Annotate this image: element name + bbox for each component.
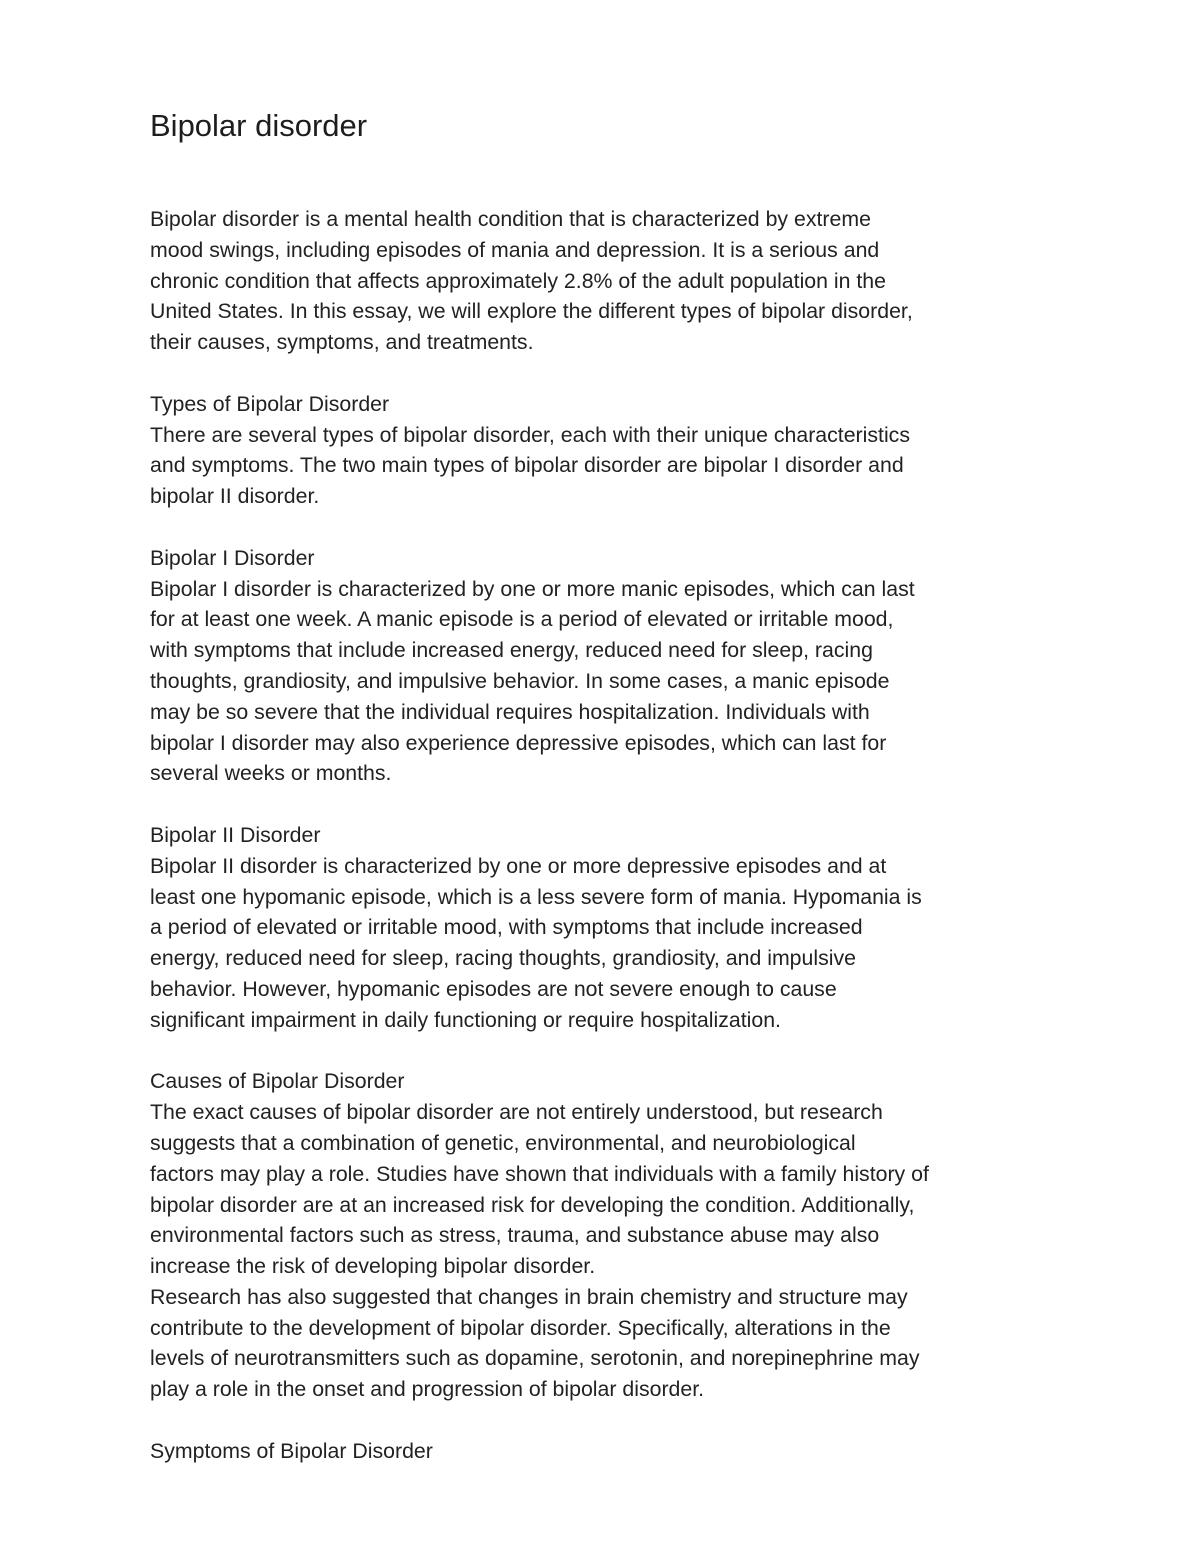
section-types — [150, 389, 1070, 512]
intro-paragraph — [150, 204, 1070, 358]
section-causes — [150, 1066, 1070, 1405]
document-title: Bipolar disorder — [150, 108, 368, 143]
text-line: United States. In this essay, we will explore the different types of bipolar disorder, — [150, 299, 913, 324]
document-page — [150, 100, 1070, 1497]
text-line: for at least one week. A manic episode is a period of elevated or irritable mood, — [150, 607, 894, 632]
text-line: bipolar II disorder. — [150, 484, 320, 509]
text-line: may be so severe that the individual requires hospitalization. Individuals with — [150, 699, 870, 724]
text-line: behavior. However, hypomanic episodes are not severe enough to cause — [150, 976, 837, 1001]
section-heading: Bipolar I Disorder — [150, 545, 315, 570]
text-line: levels of neurotransmitters such as dopamine, serotonin, and norepinephrine may — [150, 1346, 920, 1371]
section-heading: Symptoms of Bipolar Disorder — [150, 1438, 433, 1463]
text-line: several weeks or months. — [150, 761, 392, 786]
text-line: increase the risk of developing bipolar disorder. — [150, 1254, 596, 1279]
text-line: suggests that a combination of genetic, environmental, and neurobiological — [150, 1130, 856, 1155]
text-line: thoughts, grandiosity, and impulsive behavior. In some cases, a manic episode — [150, 668, 890, 693]
section-bipolar-i — [150, 543, 1070, 789]
text-line: least one hypomanic episode, which is a less severe form of mania. Hypomania is — [150, 884, 922, 909]
text-line: Research has also suggested that changes in brain chemistry and structure may — [150, 1284, 908, 1309]
section-bipolar-ii — [150, 820, 1070, 1036]
text-line: There are several types of bipolar disorder, each with their unique characteristics — [150, 422, 910, 447]
text-line: factors may play a role. Studies have shown that individuals with a family history of — [150, 1161, 929, 1186]
text-line: their causes, symptoms, and treatments. — [150, 330, 534, 355]
text-line: mood swings, including episodes of mania and depression. It is a serious and — [150, 237, 880, 262]
text-line: The exact causes of bipolar disorder are not entirely understood, but research — [150, 1100, 883, 1125]
text-line: Bipolar disorder is a mental health condition that is characterized by extreme — [150, 207, 871, 231]
text-line: bipolar I disorder may also experience depressive episodes, which can last for — [150, 730, 887, 755]
text-line: play a role in the onset and progression of bipolar disorder. — [150, 1377, 705, 1402]
text-line: chronic condition that affects approximately 2.8% of the adult population in the — [150, 268, 887, 293]
section-heading: Bipolar II Disorder — [150, 822, 321, 847]
text-line: contribute to the development of bipolar disorder. Specifically, alterations in the — [150, 1315, 891, 1340]
text-line: a period of elevated or irritable mood, with symptoms that include increased — [150, 915, 863, 940]
text-line: Bipolar II disorder is characterized by one or more depressive episodes and at — [150, 853, 887, 878]
section-symptoms — [150, 1436, 1070, 1467]
text-line: bipolar disorder are at an increased risk for developing the condition. Additionally, — [150, 1192, 915, 1217]
section-heading: Causes of Bipolar Disorder — [150, 1069, 405, 1094]
text-line: with symptoms that include increased energy, reduced need for sleep, racing — [150, 638, 873, 663]
text-line: and symptoms. The two main types of bipolar disorder are bipolar I disorder and — [150, 453, 904, 478]
text-line: Bipolar I disorder is characterized by one or more manic episodes, which can last — [150, 576, 915, 601]
text-line: environmental factors such as stress, trauma, and substance abuse may also — [150, 1223, 880, 1248]
text-line: energy, reduced need for sleep, racing thoughts, grandiosity, and impulsive — [150, 946, 856, 971]
text-line: significant impairment in daily functioning or require hospitalization. — [150, 1007, 781, 1032]
section-heading: Types of Bipolar Disorder — [150, 391, 390, 416]
